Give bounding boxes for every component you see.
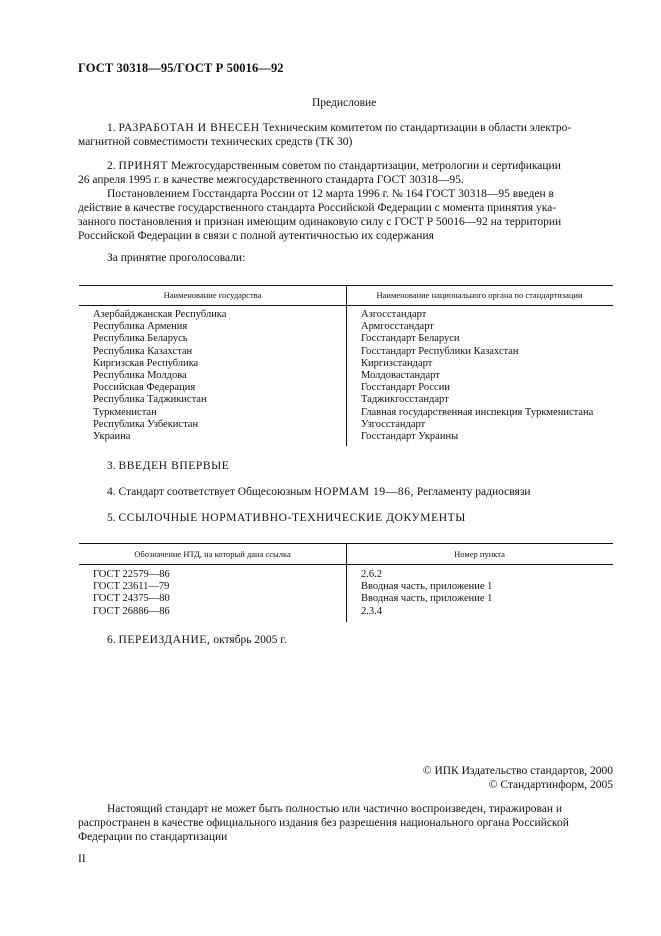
table-row-clause: 2.3.4	[361, 605, 382, 617]
table-row-country: Республика Армения	[93, 321, 188, 333]
notice-line-2: распространен в качестве официального издания без разрешения национального органа Российской	[78, 817, 569, 829]
item-1-heading: РАЗРАБОТАН И ВНЕСЕН	[118, 122, 260, 134]
table-row-country: Республика Беларусь	[93, 333, 188, 345]
item-5-number: 5.	[107, 512, 116, 524]
table-row-body: Госстандарт Украины	[361, 431, 459, 443]
item-1-number: 1.	[107, 122, 116, 134]
table-row-body: Узгосстандарт	[361, 418, 426, 430]
table-row-clause: Вводная часть, приложение 1	[361, 593, 493, 605]
item-1-line-2: магнитной совместимости технических средств (ТК 30)	[78, 136, 353, 148]
vote-label: За принятие проголосовали:	[107, 252, 246, 264]
table-row-clause: Вводная часть, приложение 1	[361, 581, 493, 593]
document-code-header: ГОСТ 30318—95/ГОСТ Р 50016—92	[78, 61, 284, 75]
ref-table-doc-column	[93, 569, 170, 618]
table-row-doc: ГОСТ 26886—86	[93, 605, 170, 617]
table-row-body: Молдовастандарт	[361, 370, 440, 382]
table-row-country: Республика Узбекистан	[93, 418, 199, 430]
ref-table-header-clause: Номер пункта	[454, 549, 505, 559]
table-row-country: Российская Федерация	[93, 382, 196, 394]
item-6	[107, 633, 287, 647]
notice-line-1: Настоящий стандарт не может быть полностью или частично воспроизведен, тиражирован и	[107, 803, 563, 815]
item-3-number: 3.	[107, 460, 116, 472]
item-1-line-1	[107, 121, 571, 135]
table-row-body: Госстандарт Республики Казахстан	[361, 345, 519, 357]
table-row-country: Киргизская Республика	[93, 357, 199, 369]
page-number: II	[78, 853, 86, 865]
table-row-country: Азербайджанская Республика	[93, 309, 227, 320]
item-2-line-2: 26 апреля 1995 г. в качестве межгосударственного стандарта ГОСТ 30318—95.	[78, 174, 464, 186]
item-3	[107, 459, 229, 473]
item-4	[107, 485, 531, 499]
table-row-doc: ГОСТ 23611—79	[93, 581, 170, 593]
table-row-body: Госстандарт России	[361, 382, 450, 394]
table-row-body: Азгосстандарт	[361, 309, 427, 320]
table-row-country: Украина	[93, 431, 131, 443]
table-row-doc: ГОСТ 22579—86	[93, 569, 170, 580]
preface-title: Предисловие	[312, 97, 377, 109]
item-2-para-line-1: Постановлением Госстандарта России от 12 марта 1996 г. № 164 ГОСТ 30318—95 введен в	[107, 188, 554, 200]
vote-table-header-body: Наименование национального органа по стандартизации	[376, 290, 583, 300]
table-row-country: Республика Таджикистан	[93, 394, 207, 406]
table-row-country: Республика Молдова	[93, 370, 187, 382]
table-row-body: Главная государственная инспекция Туркменистана	[361, 406, 594, 418]
item-4-text-post: Регламенту радиосвязи	[416, 486, 531, 498]
item-6-text: октябрь 2005 г.	[213, 634, 287, 646]
copyright-line-2: © Стандартинформ, 2005	[488, 779, 613, 791]
item-2-para-line-2: действие в качестве государственного стандарта Российской Федерации с момента принятия ука-	[78, 202, 557, 214]
notice-line-3: Федерации по стандартизации	[78, 831, 228, 843]
table-row-doc: ГОСТ 24375—80	[93, 593, 170, 605]
vote-table-column-divider	[346, 285, 347, 446]
item-2-para-line-4: Российской Федерации в связи с полной аутентичностью их содержания	[78, 230, 434, 242]
table-row-country: Республика Казахстан	[93, 345, 193, 357]
item-5-text: ССЫЛОЧНЫЕ НОРМАТИВНО-ТЕХНИЧЕСКИЕ ДОКУМЕНТЫ	[118, 512, 466, 524]
table-row-body: Таджикгосстандарт	[361, 394, 449, 406]
table-row-body: Киргизстандарт	[361, 357, 433, 369]
table-row-body: Госстандарт Беларуси	[361, 333, 460, 345]
item-2-para-line-3: занного постановления и признан имеющим одинаковую силу с ГОСТ Р 50016—92 на территории	[78, 216, 562, 228]
item-2-text: Межгосударственным советом по стандартизации, метрологии и сертификации	[170, 160, 561, 172]
vote-table-header-country: Наименование государства	[163, 290, 262, 300]
item-6-heading: ПЕРЕИЗДАНИЕ,	[118, 634, 211, 646]
item-3-text: ВВЕДЕН ВПЕРВЫЕ	[118, 460, 230, 472]
item-2-line-1	[107, 159, 561, 173]
table-row-body: Армгосстандарт	[361, 321, 434, 333]
item-4-text-pre: Стандарт соответствует Общесоюзным	[118, 486, 312, 498]
table-row-country: Туркменистан	[93, 406, 157, 418]
vote-table-country-column	[93, 309, 226, 443]
copyright-line-1: © ИПК Издательство стандартов, 2000	[422, 765, 613, 777]
ref-table-clause-column	[361, 569, 492, 618]
ref-table-header-doc: Обозначение НТД, на который дана ссылка	[134, 549, 291, 559]
item-1-text: Техническим комитетом по стандартизации в области электро-	[262, 122, 572, 134]
item-4-text-bold: НОРМАМ 19—86,	[314, 486, 415, 498]
table-row-clause: 2.6.2	[361, 569, 382, 580]
item-4-number: 4.	[107, 486, 116, 498]
item-2-heading: ПРИНЯТ	[118, 160, 169, 172]
item-2-number: 2.	[107, 160, 116, 172]
item-5	[107, 511, 466, 525]
vote-table-body-column	[361, 309, 593, 443]
item-6-number: 6.	[107, 634, 116, 646]
